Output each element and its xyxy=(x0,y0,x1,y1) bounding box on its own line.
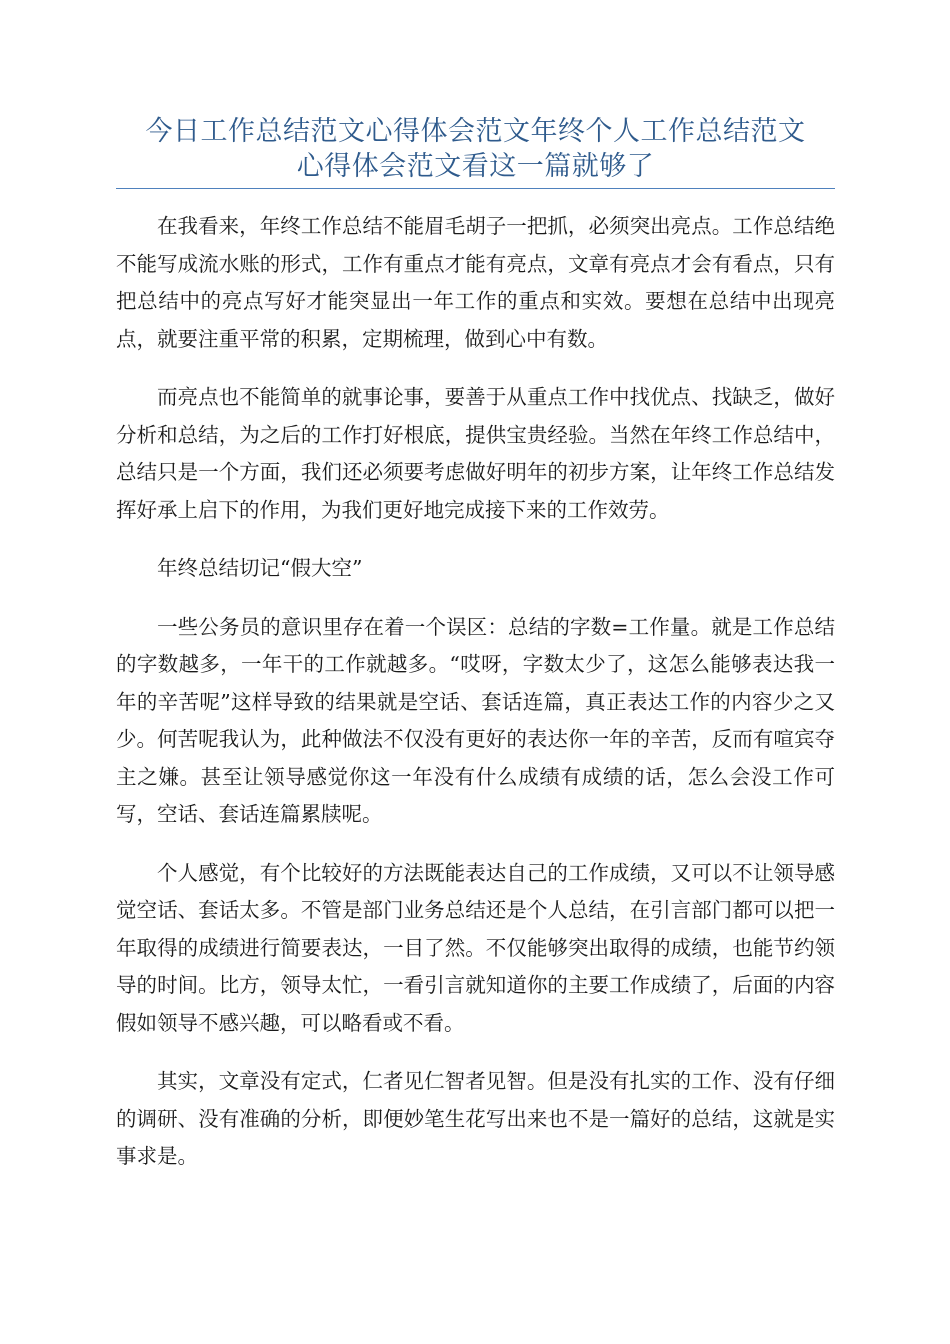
paragraph: 其实，文章没有定式，仁者见仁智者见智。但是没有扎实的工作、没有仔细的调研、没有准确的分析，即便妙笔生花写出来也不是一篇好的总结，这就是实事求是。 xyxy=(116,1069,835,1168)
paragraph: 一些公务员的意识里存在着一个误区：总结的字数=工作量。就是工作总结的字数越多，一年干的工作就越多。“哎呀，字数太少了，这怎么能够表达我一年的辛苦呢”这样导致的结果就是空话、套话连篇，真正表达工作的内容少之又少。何苦呢我认为，此种做法不仅没有更好的表达你一年的辛苦，反而有喧宾夺主之嫌。甚至让领导感觉你这一年没有什么成绩有成绩的话，怎么会没工作可写，空话、套话连篇累牍呢。 xyxy=(116,614,835,826)
paragraph: 而亮点也不能简单的就事论事，要善于从重点工作中找优点、找缺乏，做好分析和总结，为之后的工作打好根底，提供宝贵经验。当然在年终工作总结中，总结只是一个方面，我们还必须要考虑做好明年的初步方案，让年终工作总结发挥好承上启下的作用，为我们更好地完成接下来的工作效劳。 xyxy=(116,385,835,522)
title-line-1: 今日工作总结范文心得体会范文年终个人工作总结范文 xyxy=(145,116,806,147)
section-heading: 年终总结切记“假大空” xyxy=(157,556,363,580)
paragraph: 个人感觉，有个比较好的方法既能表达自己的工作成绩，又可以不让领导感觉空话、套话太多。不管是部门业务总结还是个人总结，在引言部门都可以把一年取得的成绩进行简要表达，一目了然。不仅能够突出取得的成绩，也能节约领导的时间。比方，领导太忙，一看引言就知道你的主要工作成绩了，后面的内容假如领导不感兴趣，可以略看或不看。 xyxy=(116,860,835,1035)
paragraph: 在我看来，年终工作总结不能眉毛胡子一把抓，必须突出亮点。工作总结绝不能写成流水账的形式，工作有重点才能有亮点，文章有亮点才会有看点，只有把总结中的亮点写好才能突显出一年工作的重点和实效。要想在总结中出现亮点，就要注重平常的积累，定期梳理，做到心中有数。 xyxy=(116,214,835,351)
document-body xyxy=(116,208,835,1197)
title-line-2: 心得体会范文看这一篇就够了 xyxy=(296,151,655,182)
document-title xyxy=(116,114,835,189)
